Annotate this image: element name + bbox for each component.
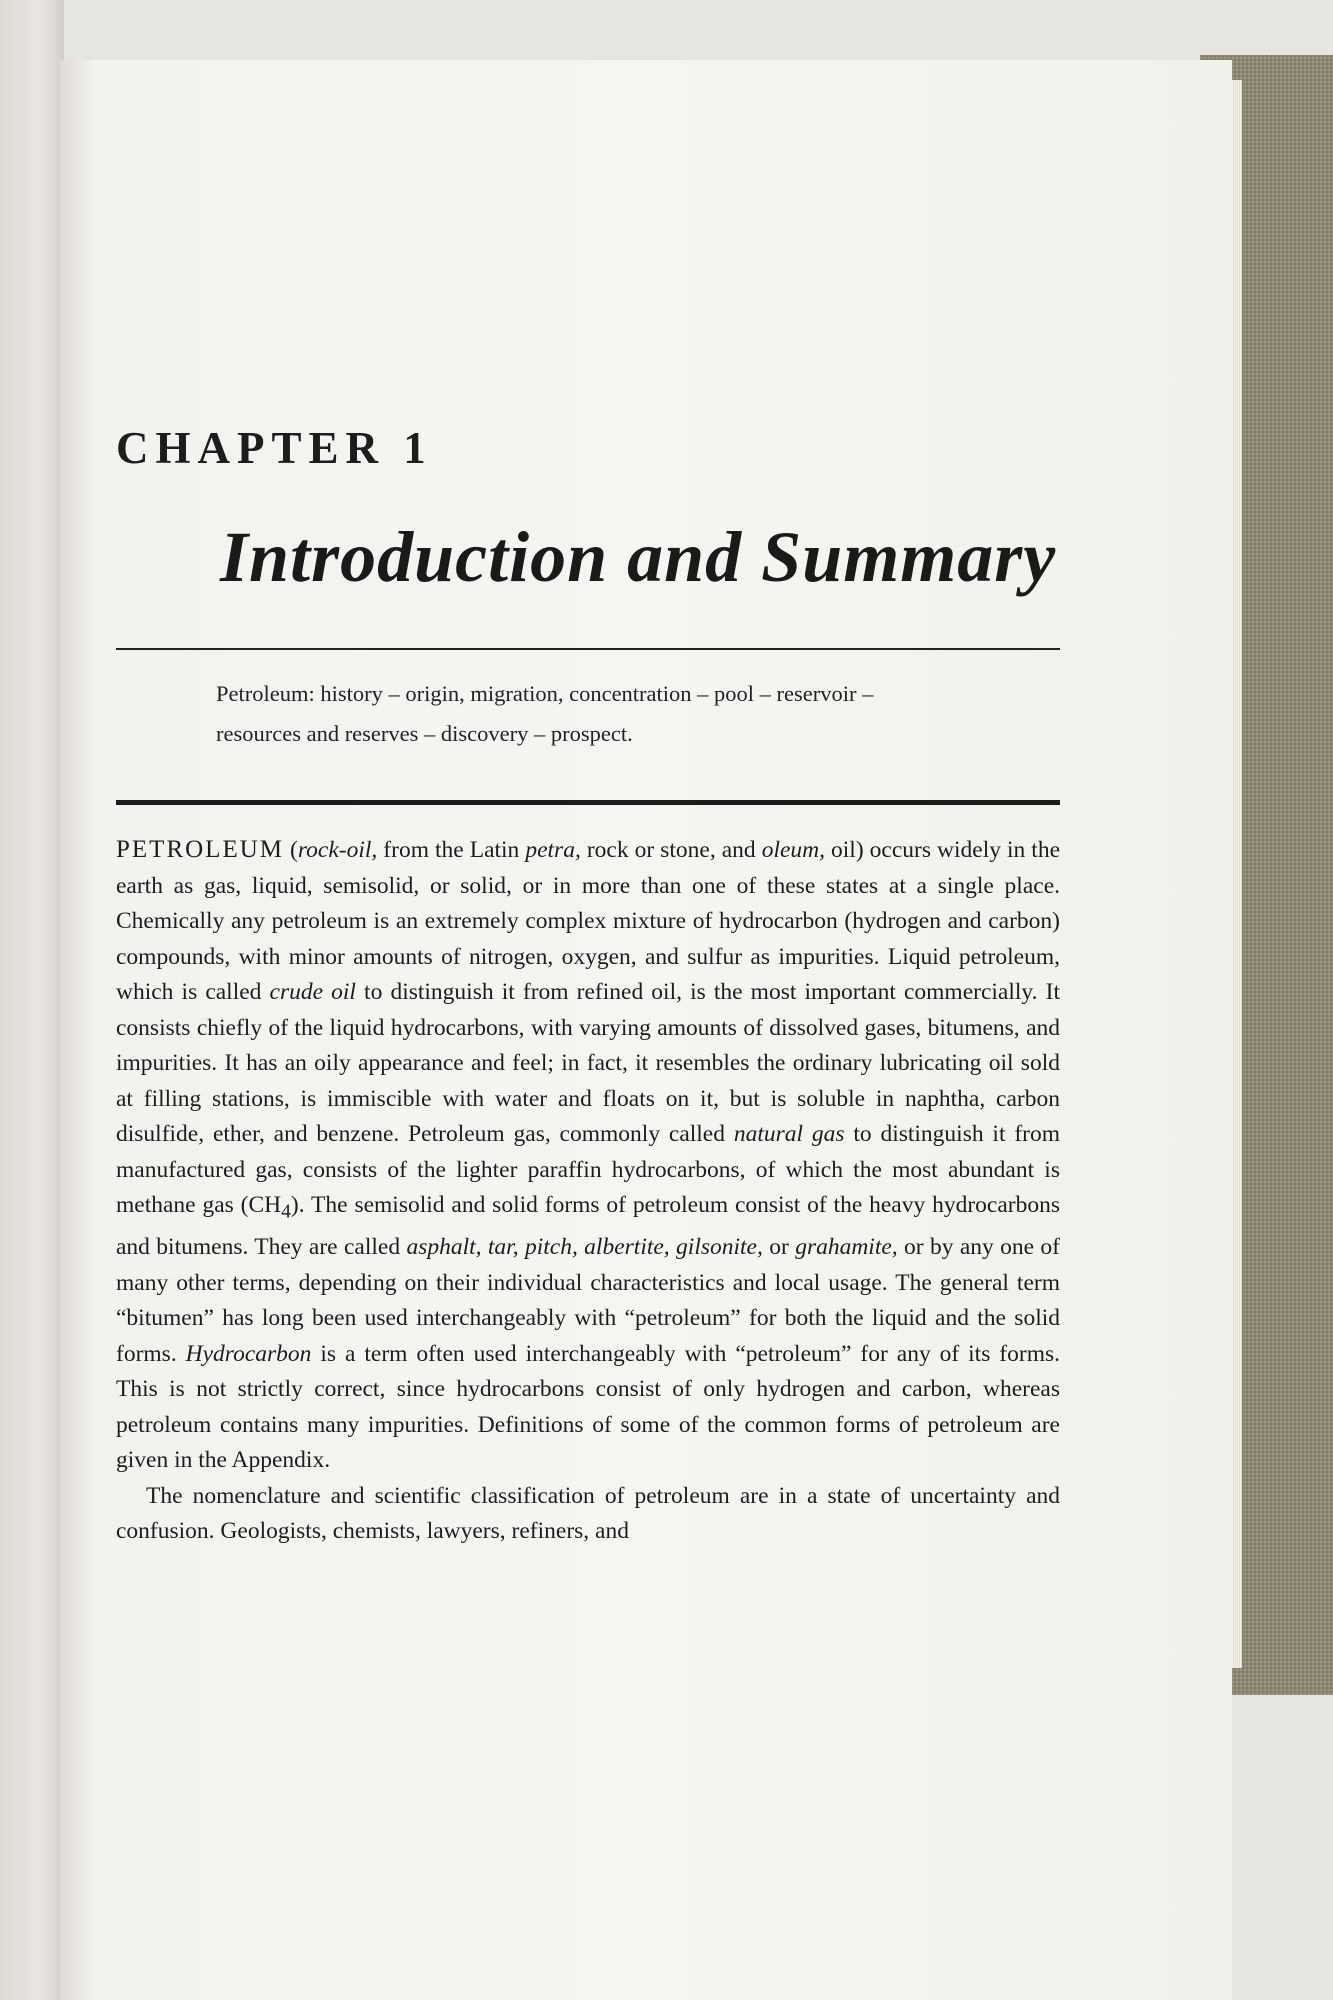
italic-term: natural gas — [733, 1121, 845, 1147]
text-run: from the Latin — [377, 837, 526, 863]
paragraph: The nomenclature and scientific classification of petroleum are in a state of uncertainty and confusion. Geologists, chemists, lawyers, refiners, and — [116, 1482, 1060, 1545]
text-run: ( — [284, 837, 298, 863]
bottom-rule — [116, 800, 1060, 805]
summary-line: resources and reserves – discovery – prospect. — [216, 721, 633, 746]
text-run: oil) occurs widely in the earth as gas, liquid, semisolid, or solid, or in more than one of these states at a single place. Chemically any petroleum is an extremely complex mixture of hydrocarbon (hydrogen and carbon) compounds, with minor amounts of nitrogen, oxygen, and sulfur as impurities. Liquid petroleum, which is called — [116, 837, 1061, 1005]
chapter-summary — [216, 674, 1060, 754]
italic-term: grahamite, — [795, 1234, 898, 1261]
text-run: or — [762, 1234, 796, 1261]
chapter-number: CHAPTER 1 — [116, 423, 433, 473]
italic-term: crude oil — [269, 979, 356, 1005]
top-rule — [116, 648, 1060, 650]
text-run: to distinguish it from manufactured gas, consists of the lighter paraffin hydrocarbons, of which the most abundant is methane gas (CH — [116, 1121, 1060, 1218]
chapter-opening — [116, 420, 1060, 1550]
summary-line: Petroleum: history – origin, migration, concentration – pool – reservoir – — [216, 681, 874, 706]
italic-term: asphalt, tar, pitch, albertite, gilsonite, — [406, 1234, 763, 1261]
body-text — [116, 832, 1060, 1550]
facing-page-edge — [0, 0, 64, 2000]
italic-term: Hydrocarbon — [185, 1340, 312, 1367]
italic-term: oleum, — [761, 837, 825, 863]
text-run: to distinguish it from refined oil, is the most important commercially. It consists chiefly of the liquid hydrocarbons, with varying amounts of dissolved gases, bitumens, and impurities. It has an oily appearance and feel; in fact, it resembles the ordinary lubricating oil sold at filling stations, is immiscible with water and floats on it, but is soluble in naphtha, carbon disulfide, ether, and benzene. Petroleum gas, commonly called — [116, 979, 1060, 1147]
text-run: is a term often used interchangeably with “petroleum” for any of its forms. This is not strictly correct, since hydrocarbons consist of only hydrogen and carbon, whereas petroleum contains many impurities. Definitions of some of the common forms of petroleum are given in the Appendix. — [116, 1340, 1061, 1474]
subscript: 4 — [281, 1201, 291, 1223]
text-run: ). The semisolid and solid forms of petroleum consist of the heavy hydrocarbons and bitumens. They are called — [116, 1192, 1060, 1261]
italic-term: rock-oil, — [297, 837, 378, 863]
chapter-title: Introduction and Summary — [220, 517, 1057, 597]
paragraph — [116, 832, 1060, 1479]
lead-word: PETROLEUM — [116, 836, 284, 863]
italic-term: petra, — [525, 837, 581, 863]
text-run: or by any one of many other terms, depending on their individual characteristics and local usage. The general term “bitumen” has long been used interchangeably with “petroleum” for both the liquid and the solid forms. — [116, 1234, 1061, 1367]
text-run: rock or stone, and — [580, 837, 762, 863]
